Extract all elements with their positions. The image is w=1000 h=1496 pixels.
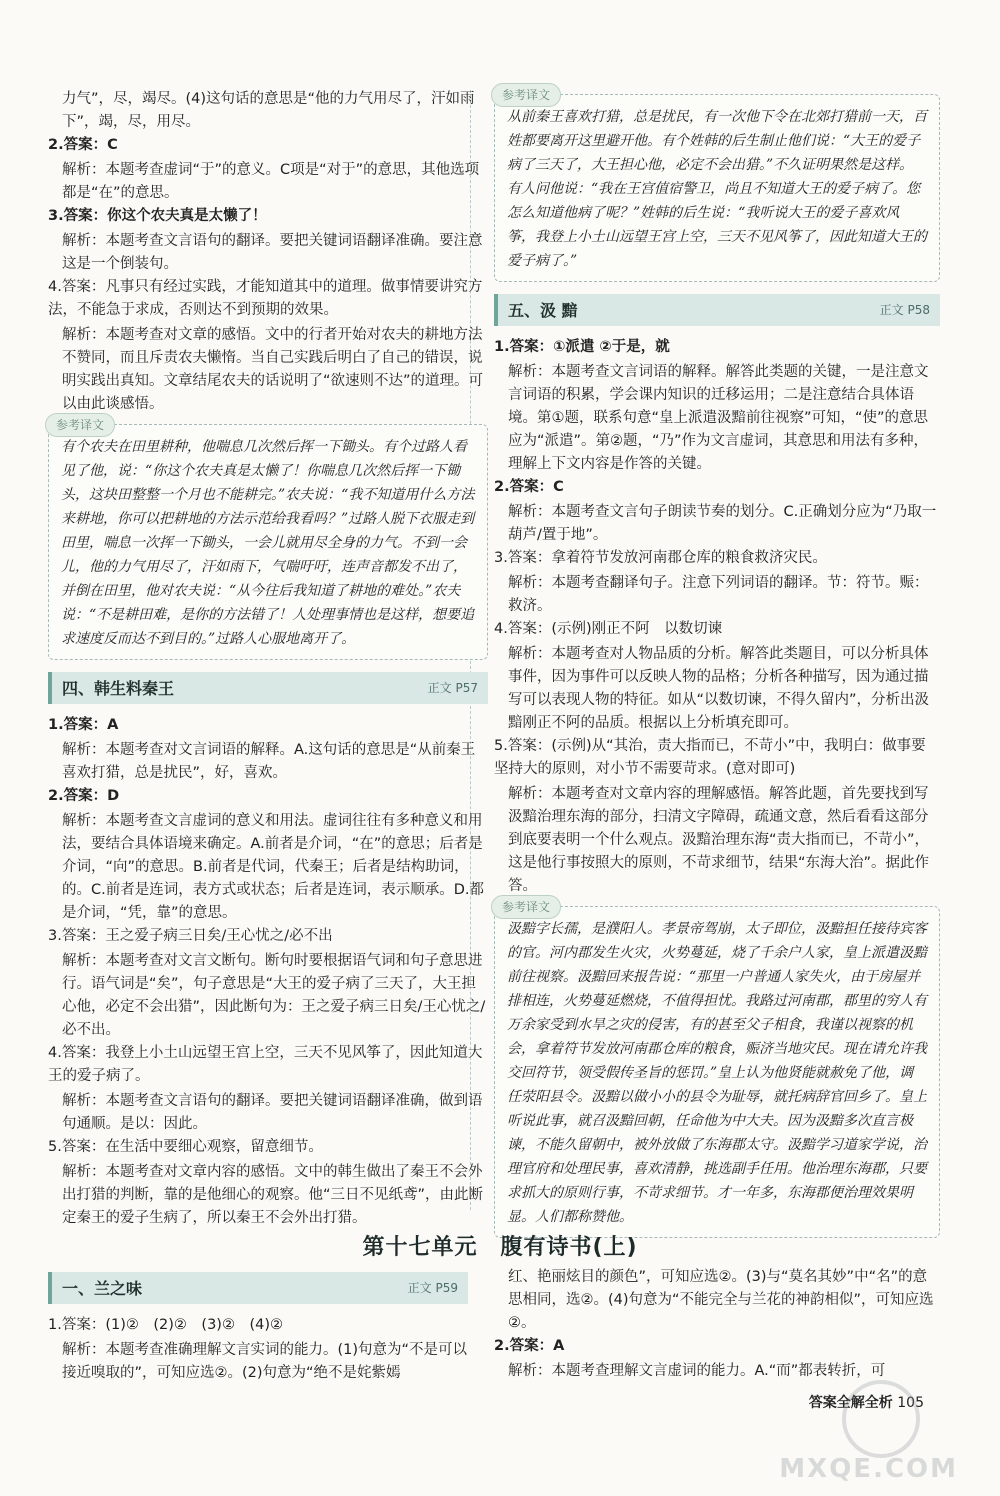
s4-answer-1-row [48, 714, 488, 737]
answer-4-explanation: 解析：本题考查对文章的感悟。文中的行者开始对农夫的耕地方法不赞同，而且斥责农夫懒惰。当自己实践后明白了自己的错误，说明实践出真知。文章结尾农夫的话说明了“欲速则不达”的道理。可以由此谈感悟。 [62, 327, 484, 412]
s5-answer-2: 2.答案：C [494, 479, 564, 495]
translation-box-3 [494, 900, 940, 1238]
s5-answer-3: 3.答案：拿着符节发放河南郡仓库的粮食救济灾民。 [494, 550, 827, 566]
answer-2-explanation: 解析：本题考查虚词“于”的意义。C项是“对于”的意思，其他选项都是“在”的意思。 [62, 162, 480, 201]
s4-answer-3-explanation: 解析：本题考查对文言文断句。断句时要根据语气词和句子意思进行。语气词是“矣”，句子意思是“大王的爱子病了三天了，大王担心他，必定不会出猎”，因此断句为：王之爱子病三日矣/王心忧之/必不出。 [62, 953, 486, 1038]
section-ref-4: 正文 P57 [427, 680, 478, 695]
s4-answer-3: 3.答案：王之爱子病三日矣/王心忧之/必不出 [48, 928, 333, 944]
s4-answer-1-explanation: 解析：本题考查对文言词语的解释。A.这句话的意思是“从前秦王喜欢打猎，总是扰民”，好，喜欢。 [62, 742, 476, 781]
translation-text-2: 从前秦王喜欢打猎，总是扰民，有一次他下令在北郊打猎前一天，百姓都要离开这里避开他。有个姓韩的后生制止他们说：“大王的爱子病了三天了，大王担心他，必定不会出猎。”不久证明果然是这样。有人问他说：“我在王宫值宿警卫，尚且不知道大王的爱子病了。您怎么知道他病了呢？”姓韩的后生说：“我听说大王的爱子喜欢风筝，我登上小土山远望王宫上空，三天不见风筝了，因此知道大王的爱子病了。” [507, 109, 927, 269]
watermark-text: MXQE.COM [779, 1454, 958, 1484]
section-title-5: 五、汲 黯 [508, 300, 578, 320]
section-title-1: 一、兰之味 [62, 1278, 143, 1298]
u-answer-1: 1.答案：(1)② (2)② (3)② (4)② [48, 1317, 283, 1333]
translation-box-1 [48, 418, 488, 660]
u-answer-1-continuation: 红、艳丽炫目的颜色”，可知应选②。(3)与“莫名其妙”中“名”的意思相同，选②。(4)句意为“不能完全与兰花的神韵相似”，可知应选②。 [508, 1269, 934, 1331]
left-column [48, 88, 488, 1230]
s5-answer-5-explanation: 解析：本题考查对文章内容的理解感悟。解答此题，首先要找到写汲黯治理东海的部分，扫清文字障碍，疏通文意，然后看看这部分到底要表明一个什么观点。汲黯治理东海“责大指而已，不苛小”，这是他行事按照大的原则，不苛求细节，结果“东海大治”。据此作答。 [508, 786, 930, 894]
s4-answer-1: 1.答案：A [48, 717, 119, 733]
translation-tag: 参考译文 [45, 413, 115, 437]
s5-answer-3-explanation: 解析：本题考查翻译句子。注意下列词语的翻译。节：符节。赈：救济。 [508, 575, 929, 614]
s5-answer-4-explanation: 解析：本题考查对人物品质的分析。解答此类题目，可以分析具体事件，因为事件可以反映人物的品格；分析各种描写，因为通过描写可以表现人物的特征。如从“以数切谏，不得久留内”，分析出汲黯刚正不阿的品质。根据以上分析填充即可。 [508, 646, 930, 731]
watermark-logo [770, 1380, 980, 1490]
s5-answer-2-explanation: 解析：本题考查文言句子朗读节奏的划分。C.正确划分应为“乃取一葫芦/置于地”。 [508, 504, 937, 543]
section-ref-5: 正文 P58 [879, 302, 930, 317]
bottom-right-block [494, 1266, 940, 1383]
translation-tag: 参考译文 [491, 83, 561, 107]
s5-answer-1: 1.答案：①派遣 ②于是，就 [494, 339, 670, 355]
s4-answer-3-row [48, 925, 488, 948]
s4-answer-5-row [48, 1136, 488, 1159]
u-answer-2: 2.答案：A [494, 1338, 565, 1354]
section-header-1 [48, 1272, 468, 1304]
answer-4: 4.答案：凡事只有经过实践，才能知道其中的道理。做事情要讲究方法，不能急于求成，否则达不到预期的效果。 [48, 279, 483, 318]
s4-answer-2-row [48, 785, 488, 808]
s5-answer-5: 5.答案：(示例)从“其治，责大指而已，不苛小”中，我明白：做事要坚持大的原则，对小节不需要苛求。(意对即可) [494, 738, 926, 777]
translation-tag: 参考译文 [491, 895, 561, 919]
s5-answer-4: 4.答案：(示例)刚正不阿 以数切谏 [494, 621, 723, 637]
answer-3-label [48, 205, 488, 228]
s5-answer-1-explanation: 解析：本题考查文言词语的解释。解答此类题的关键，一是注意文言词语的积累，学会课内知识的迁移运用；二是注意结合具体语境。第①题，联系句意“皇上派遣汲黯前往视察”可知，“使”的意思应为“派遣”。第②题，“乃”作为文言虚词，其意思和用法有多种，理解上下文内容是作答的关键。 [508, 364, 929, 472]
answer-3-explanation: 解析：本题考查文言语句的翻译。要把关键词语翻译准确。要注意这是一个倒装句。 [62, 233, 483, 272]
s4-answer-4-explanation: 解析：本题考查文言语句的翻译。要把关键词语翻译准确，做到语句通顺。是以：因此。 [62, 1093, 483, 1132]
answer-3: 3.答案：你这个农夫真是太懒了！ [48, 208, 267, 224]
answer-2: 2.答案：C [48, 137, 118, 153]
watermark-circle-icon [842, 1380, 920, 1458]
bottom-left-block [48, 1272, 468, 1385]
s4-answer-5: 5.答案：在生活中要细心观察，留意细节。 [48, 1139, 323, 1155]
answer-2-label [48, 134, 488, 157]
s4-answer-4: 4.答案：我登上小土山远望王宫上空，三天不见风筝了，因此知道大王的爱子病了。 [48, 1045, 483, 1084]
u-answer-2-explanation: 解析：本题考查理解文言虚词的能力。A.“而”都表转折，可 [508, 1363, 886, 1379]
u-answer-1-explanation: 解析：本题考查准确理解文言实词的能力。(1)句意为“不是可以接近嗅取的”，可知应选②。(2)句意为“绝不是姹紫嫣 [62, 1342, 468, 1381]
s5-answer-1-row [494, 336, 940, 359]
footer-label: 答案全解全析 [808, 1395, 893, 1411]
section-header-4 [48, 672, 488, 704]
right-column [494, 88, 940, 1248]
u-answer-1-row [48, 1314, 468, 1337]
unit-title: 第十七单元 腹有诗书(上) [362, 1235, 638, 1260]
s5-answer-4-row [494, 618, 940, 641]
translation-box-2 [494, 88, 940, 282]
u-answer-2-row [494, 1335, 940, 1358]
page-number: 105 [897, 1395, 924, 1411]
s4-answer-4-row [48, 1042, 488, 1088]
translation-text-1: 有个农夫在田里耕种，他喘息几次然后挥一下锄头。有个过路人看见了他，说：“你这个农夫真是太懒了！你喘息几次然后挥一下锄头，这块田整整一个月也不能耕完。”农夫说：“我不知道用什么方法来耕地，你可以把耕地的方法示范给我看吗？”过路人脱下衣服走到田里，喘息一次挥一下锄头，一会儿就用尽全身的力气。不到一会儿，他的力气用尽了，汗如雨下，气喘吁吁，连声音都发不出了，并倒在田里，他对农夫说：“从今往后我知道了耕地的难处。”农夫说：“不是耕田难，是你的方法错了！人处理事情也是这样，想要追求速度反而达不到目的。”过路人心服地离开了。 [61, 439, 475, 647]
section-title-4: 四、韩生料秦王 [62, 678, 175, 698]
s4-answer-2-explanation: 解析：本题考查文言虚词的意义和用法。虚词往往有多种意义和用法，要结合具体语境来确定。A.前者是介词，“在”的意思；后者是介词，“向”的意思。B.前者是代词，代秦王；后者是结构助词，的。C.前者是连词，表方式或状态；后者是连词，表示顺承。D.都是介词，“凭，靠”的意思。 [62, 813, 485, 921]
s5-answer-5-row [494, 735, 940, 781]
s5-answer-2-row [494, 476, 940, 499]
s5-answer-3-row [494, 547, 940, 570]
translation-text-3: 汲黯字长孺，是濮阳人。孝景帝驾崩，太子即位，汲黯担任接待宾客的官。河内郡发生火灾，火势蔓延，烧了千余户人家，皇上派遣汲黯前往视察。汲黯回来报告说：“那里一户普通人家失火，由于房屋并排相连，火势蔓延燃烧，不值得担忧。我路过河南郡，郡里的穷人有万余家受到水旱之灾的侵害，有的甚至父子相食，我谨以视察的机会，拿着符节发放河南郡仓库的粮食，赈济当地灾民。现在请允许我交回符节，领受假传圣旨的惩罚。”皇上认为他贤能就赦免了他，调任荥阳县令。汲黯以做小小的县令为耻辱，就托病辞官回乡了。皇上听说此事，就召汲黯回朝，任命他为中大夫。因为汲黯多次直言极谏，不能久留朝中，被外放做了东海郡太守。汲黯学习道家学说，治理官府和处理民事，喜欢清静，挑选副手任用。他治理东海郡，只要求抓大的原则行事，不苛求细节。才一年多，东海郡便治理效果明显。人们都称赞他。 [507, 921, 927, 1225]
answer-4-label [48, 276, 488, 322]
s4-answer-5-explanation: 解析：本题考查对文章内容的感悟。文中的韩生做出了秦王不会外出打猎的判断，靠的是他细心的观察。他“三日不见纸鸢”，由此断定秦王的爱子生病了，所以秦王不会外出打猎。 [62, 1164, 484, 1226]
section-ref-1: 正文 P59 [407, 1280, 458, 1295]
s4-answer-2: 2.答案：D [48, 788, 120, 804]
answer-continuation: 力气”，尽，竭尽。(4)这句话的意思是“他的力气用尽了，汗如雨下”，竭，尽，用尽。 [62, 91, 475, 130]
section-header-5 [494, 294, 940, 326]
